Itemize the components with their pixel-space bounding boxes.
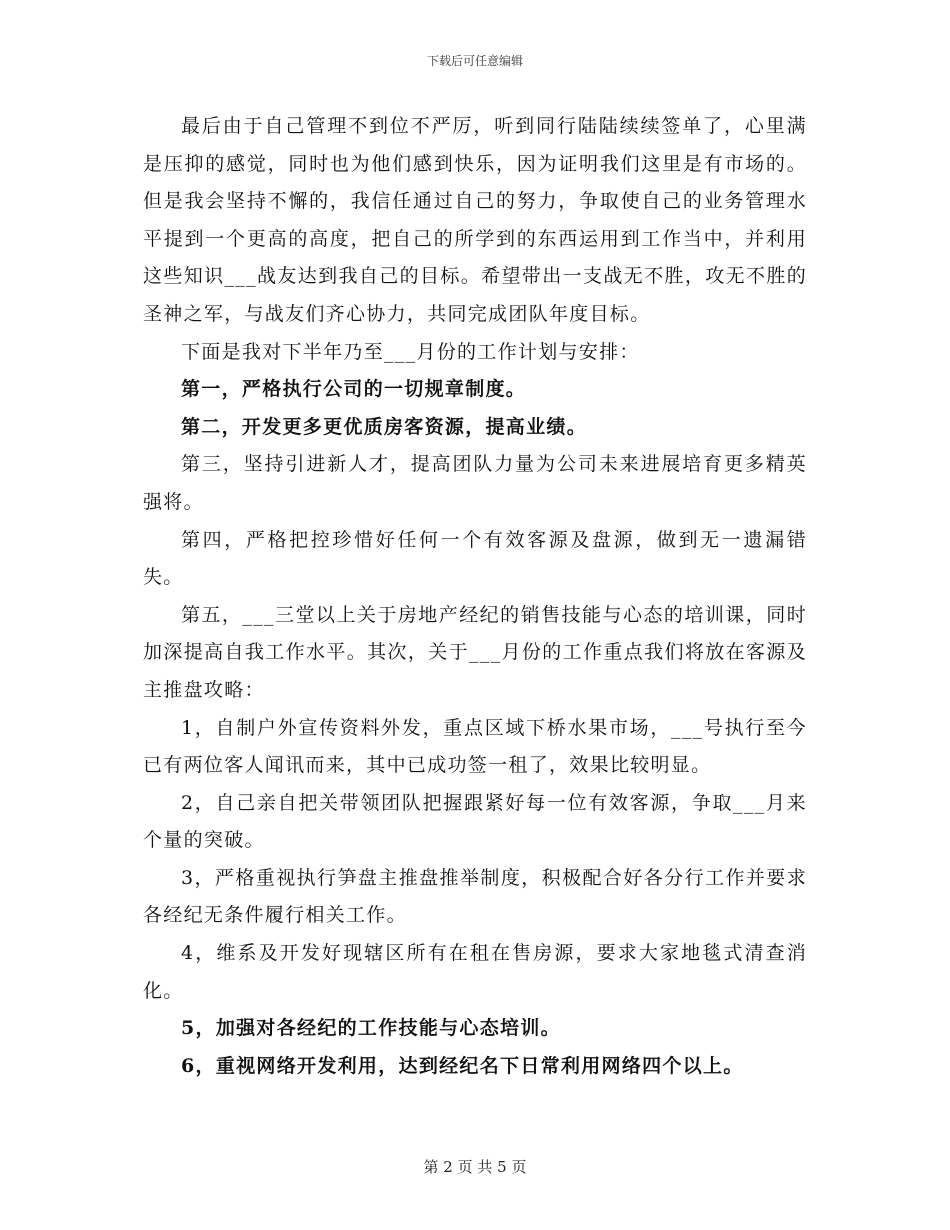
paragraph-point-2: 第二，开发更多更优质房客资源，提高业绩。 — [181, 415, 588, 438]
paragraph-item-6: 6，重视网络开发利用，达到经纪名下日常利用网络四个以上。 — [181, 1054, 744, 1077]
paragraph-summary: 最后由于自己管理不到位不严厉，听到同行陆陆续续签单了，心里满是压抑的感觉，同时也为他们感到快乐，因为证明我们这里是有市场的。但是我会坚持不懈的，我信任通过自己的努力，争取使自己的业务管理水平提到一个更高的高度，把自己的所学到的东西运用到工作当中，并利用这些知识___战友达到我自己的目标。希望带出一支战无不胜，攻无不胜的圣神之军，与战友们齐心协力，共同完成团队年度目标。 — [143, 115, 807, 325]
paragraph-item-1: 1，自制户外宣传资料外发，重点区域下桥水果市场，___号执行至今已有两位客人闻讯而来，其中已成功签一租了，效果比较明显。 — [143, 716, 807, 777]
paragraph-item-4: 4，维系及开发好现辖区所有在租在售房源，要求大家地毯式清查消化。 — [143, 942, 807, 1002]
paragraph-plan-intro: 下面是我对下半年乃至___月份的工作计划与安排： — [181, 340, 640, 363]
document-body — [143, 108, 807, 1085]
page-header-note: 下载后可任意编辑 — [426, 54, 523, 68]
paragraph-item-3: 3，严格重视执行笋盘主推盘推举制度，积极配合好各分行工作并要求各经纪无条件履行相关工作。 — [143, 866, 807, 927]
paragraph-item-2: 2，自己亲自把关带领团队把握跟紧好每一位有效客源，争取___月来个量的突破。 — [143, 791, 807, 852]
paragraph-point-4: 第四，严格把控珍惜好任何一个有效客源及盘源，做到无一遗漏错失。 — [143, 528, 807, 589]
paragraph-item-5: 5，加强对各经纪的工作技能与心态培训。 — [181, 1017, 561, 1040]
paragraph-point-3: 第三，坚持引进新人才，提高团队力量为公司未来进展培育更多精英强将。 — [143, 453, 807, 513]
page-number-footer: 第 2 页 共 5 页 — [423, 1158, 527, 1176]
paragraph-point-1: 第一，严格执行公司的一切规章制度。 — [181, 378, 527, 401]
paragraph-point-5: 第五，___三堂以上关于房地产经纪的销售技能与心态的培训课，同时加深提高自我工作水平。其次，关于___月份的工作重点我们将放在客源及主推盘攻略： — [143, 603, 807, 701]
